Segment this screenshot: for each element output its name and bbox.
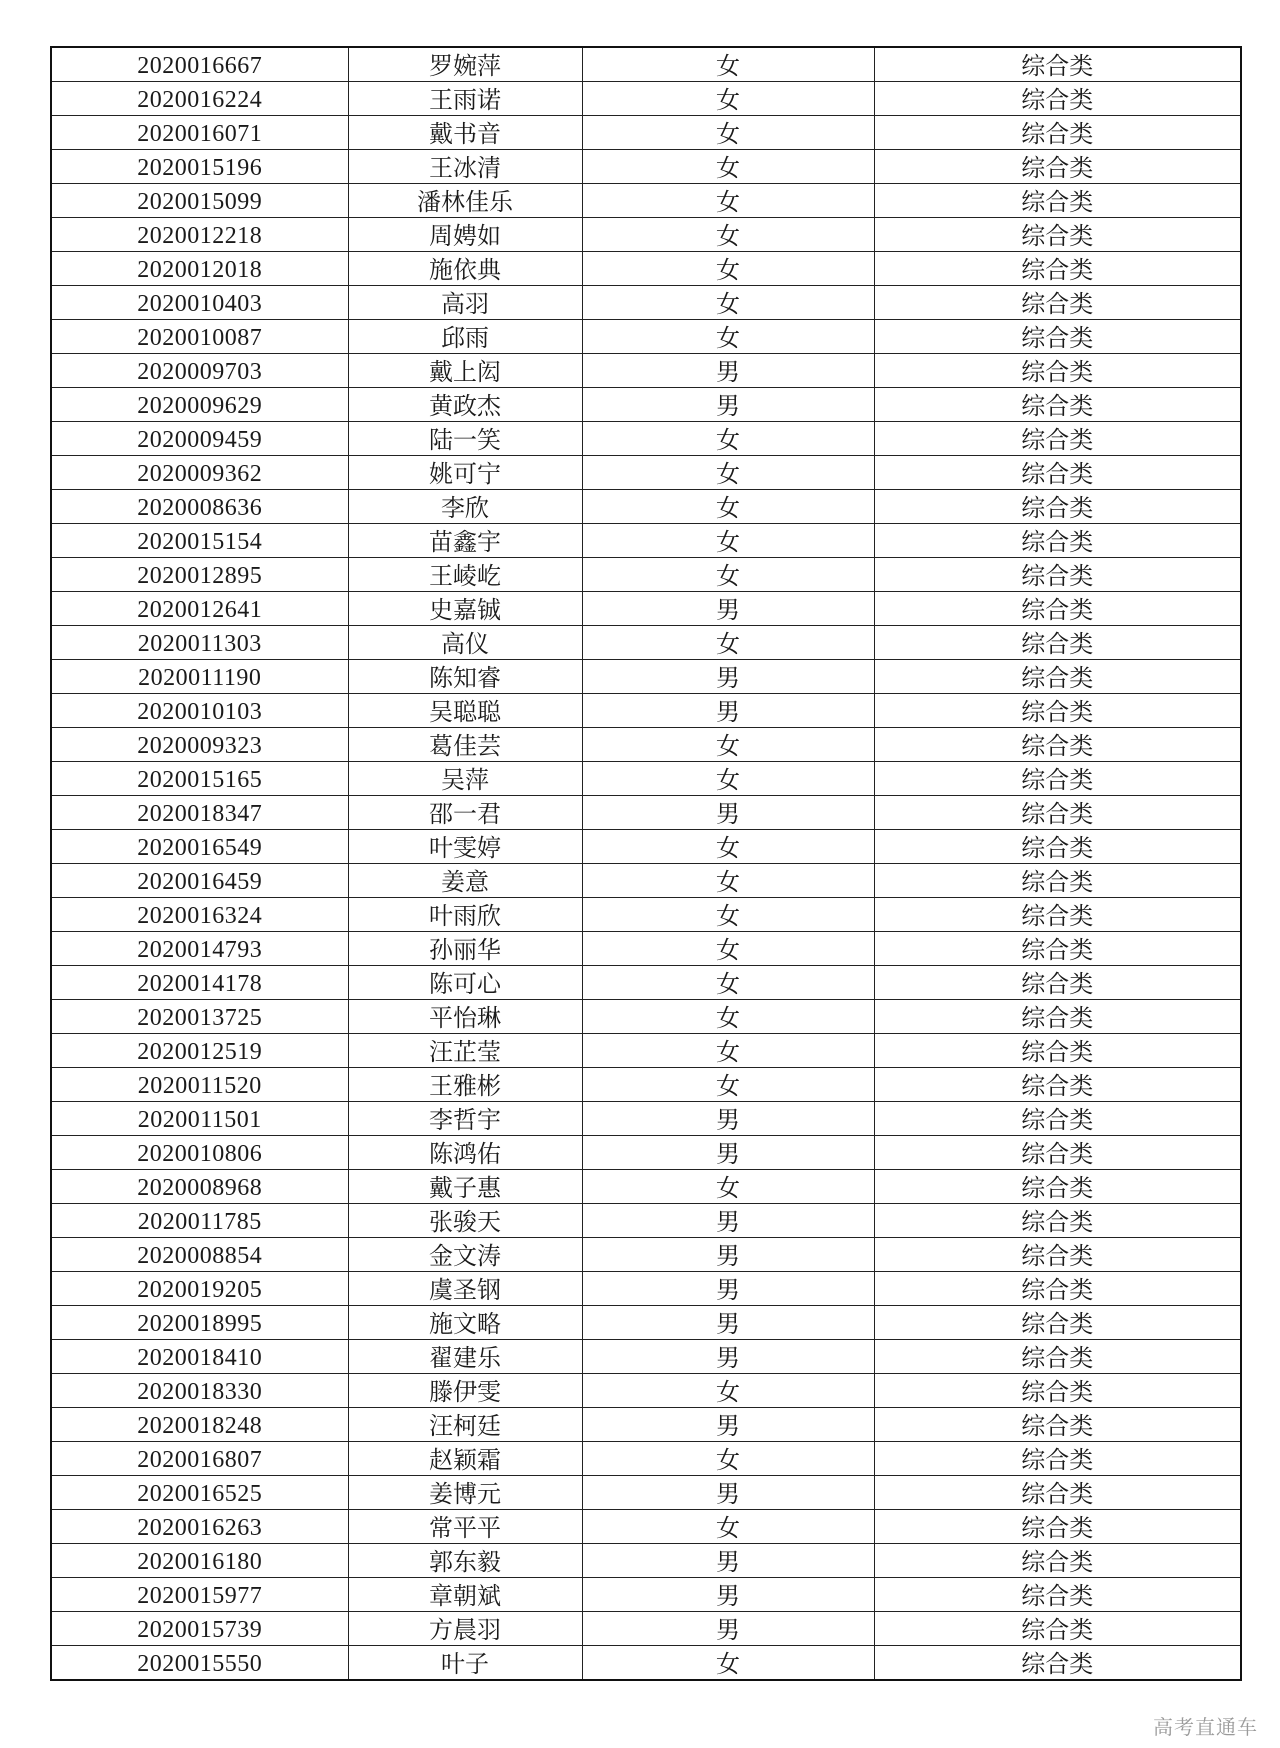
student-name-cell: 姜意	[348, 864, 582, 898]
student-id-cell: 2020015739	[51, 1612, 348, 1646]
gender-cell: 女	[582, 728, 874, 762]
student-name-cell: 李哲宇	[348, 1102, 582, 1136]
gender-cell: 男	[582, 1102, 874, 1136]
table-row	[51, 592, 1241, 626]
category-cell: 综合类	[874, 1442, 1241, 1476]
student-name-cell: 汪芷莹	[348, 1034, 582, 1068]
category-cell: 综合类	[874, 1578, 1241, 1612]
student-name-cell: 陈知睿	[348, 660, 582, 694]
student-name-cell: 姜博元	[348, 1476, 582, 1510]
student-id-cell: 2020012895	[51, 558, 348, 592]
table-row	[51, 388, 1241, 422]
gender-cell: 女	[582, 456, 874, 490]
category-cell: 综合类	[874, 1068, 1241, 1102]
category-cell: 综合类	[874, 728, 1241, 762]
table-row	[51, 1510, 1241, 1544]
table-row	[51, 1646, 1241, 1681]
student-name-cell: 史嘉铖	[348, 592, 582, 626]
category-cell: 综合类	[874, 796, 1241, 830]
gender-cell: 女	[582, 864, 874, 898]
gender-cell: 女	[582, 184, 874, 218]
category-cell: 综合类	[874, 47, 1241, 82]
student-name-cell: 王冰清	[348, 150, 582, 184]
category-cell: 综合类	[874, 830, 1241, 864]
student-name-cell: 郭东毅	[348, 1544, 582, 1578]
student-name-cell: 方晨羽	[348, 1612, 582, 1646]
category-cell: 综合类	[874, 592, 1241, 626]
category-cell: 综合类	[874, 524, 1241, 558]
category-cell: 综合类	[874, 320, 1241, 354]
gender-cell: 男	[582, 1204, 874, 1238]
gender-cell: 女	[582, 558, 874, 592]
category-cell: 综合类	[874, 286, 1241, 320]
table-row	[51, 932, 1241, 966]
table-row	[51, 1612, 1241, 1646]
gender-cell: 男	[582, 1612, 874, 1646]
gender-cell: 女	[582, 830, 874, 864]
student-id-cell: 2020009703	[51, 354, 348, 388]
category-cell: 综合类	[874, 864, 1241, 898]
student-name-cell: 李欣	[348, 490, 582, 524]
gender-cell: 男	[582, 592, 874, 626]
student-name-cell: 王崚屹	[348, 558, 582, 592]
student-name-cell: 姚可宁	[348, 456, 582, 490]
student-id-cell: 2020010403	[51, 286, 348, 320]
category-cell: 综合类	[874, 626, 1241, 660]
student-id-cell: 2020012519	[51, 1034, 348, 1068]
category-cell: 综合类	[874, 1646, 1241, 1681]
student-id-cell: 2020018248	[51, 1408, 348, 1442]
category-cell: 综合类	[874, 898, 1241, 932]
student-name-cell: 金文涛	[348, 1238, 582, 1272]
student-name-cell: 常平平	[348, 1510, 582, 1544]
gender-cell: 女	[582, 1510, 874, 1544]
category-cell: 综合类	[874, 252, 1241, 286]
table-row	[51, 320, 1241, 354]
category-cell: 综合类	[874, 388, 1241, 422]
student-id-cell: 2020019205	[51, 1272, 348, 1306]
gender-cell: 女	[582, 150, 874, 184]
student-id-cell: 2020009323	[51, 728, 348, 762]
student-name-cell: 戴上闳	[348, 354, 582, 388]
student-id-cell: 2020012018	[51, 252, 348, 286]
table-row	[51, 1272, 1241, 1306]
gender-cell: 男	[582, 1544, 874, 1578]
table-row	[51, 1408, 1241, 1442]
student-name-cell: 翟建乐	[348, 1340, 582, 1374]
table-row	[51, 558, 1241, 592]
table-row	[51, 966, 1241, 1000]
table-row	[51, 1578, 1241, 1612]
student-name-cell: 周娉如	[348, 218, 582, 252]
student-id-cell: 2020009459	[51, 422, 348, 456]
student-id-cell: 2020016549	[51, 830, 348, 864]
student-name-cell: 吴聪聪	[348, 694, 582, 728]
table-row	[51, 490, 1241, 524]
student-id-cell: 2020018410	[51, 1340, 348, 1374]
watermark: 高考直通车	[1153, 1715, 1258, 1739]
admission-list-table	[50, 46, 1242, 1681]
gender-cell: 女	[582, 1034, 874, 1068]
category-cell: 综合类	[874, 660, 1241, 694]
student-id-cell: 2020016180	[51, 1544, 348, 1578]
table-row	[51, 1442, 1241, 1476]
gender-cell: 女	[582, 252, 874, 286]
student-id-cell: 2020016525	[51, 1476, 348, 1510]
student-name-cell: 吴萍	[348, 762, 582, 796]
table-row	[51, 1340, 1241, 1374]
gender-cell: 女	[582, 422, 874, 456]
student-id-cell: 2020008854	[51, 1238, 348, 1272]
student-id-cell: 2020016224	[51, 82, 348, 116]
student-id-cell: 2020009629	[51, 388, 348, 422]
table-row	[51, 116, 1241, 150]
table-body	[51, 47, 1241, 1680]
gender-cell: 男	[582, 1578, 874, 1612]
gender-cell: 男	[582, 694, 874, 728]
category-cell: 综合类	[874, 966, 1241, 1000]
gender-cell: 女	[582, 966, 874, 1000]
category-cell: 综合类	[874, 116, 1241, 150]
student-name-cell: 邵一君	[348, 796, 582, 830]
table-row	[51, 1544, 1241, 1578]
category-cell: 综合类	[874, 694, 1241, 728]
student-name-cell: 陆一笑	[348, 422, 582, 456]
gender-cell: 男	[582, 1476, 874, 1510]
gender-cell: 男	[582, 796, 874, 830]
student-name-cell: 王雨诺	[348, 82, 582, 116]
student-name-cell: 叶子	[348, 1646, 582, 1681]
student-name-cell: 叶雨欣	[348, 898, 582, 932]
student-id-cell: 2020018330	[51, 1374, 348, 1408]
table-row	[51, 1476, 1241, 1510]
student-id-cell: 2020014793	[51, 932, 348, 966]
table-row	[51, 422, 1241, 456]
table-row	[51, 524, 1241, 558]
student-name-cell: 黄政杰	[348, 388, 582, 422]
gender-cell: 男	[582, 354, 874, 388]
category-cell: 综合类	[874, 1170, 1241, 1204]
table-row	[51, 184, 1241, 218]
gender-cell: 女	[582, 762, 874, 796]
table-row	[51, 830, 1241, 864]
student-name-cell: 赵颖霜	[348, 1442, 582, 1476]
student-id-cell: 2020016667	[51, 47, 348, 82]
student-name-cell: 陈鸿佑	[348, 1136, 582, 1170]
gender-cell: 女	[582, 490, 874, 524]
student-id-cell: 2020011190	[51, 660, 348, 694]
student-name-cell: 章朝斌	[348, 1578, 582, 1612]
table-row	[51, 1034, 1241, 1068]
table-row	[51, 456, 1241, 490]
category-cell: 综合类	[874, 762, 1241, 796]
gender-cell: 男	[582, 1306, 874, 1340]
table-row	[51, 354, 1241, 388]
student-name-cell: 潘林佳乐	[348, 184, 582, 218]
category-cell: 综合类	[874, 1102, 1241, 1136]
table-row	[51, 218, 1241, 252]
table-row	[51, 1374, 1241, 1408]
student-id-cell: 2020012641	[51, 592, 348, 626]
student-id-cell: 2020008636	[51, 490, 348, 524]
gender-cell: 女	[582, 286, 874, 320]
gender-cell: 男	[582, 1136, 874, 1170]
table-row	[51, 1136, 1241, 1170]
student-name-cell: 施依典	[348, 252, 582, 286]
gender-cell: 男	[582, 1408, 874, 1442]
gender-cell: 男	[582, 1340, 874, 1374]
student-id-cell: 2020016324	[51, 898, 348, 932]
student-name-cell: 苗鑫宇	[348, 524, 582, 558]
student-name-cell: 戴书音	[348, 116, 582, 150]
table-row	[51, 728, 1241, 762]
category-cell: 综合类	[874, 1612, 1241, 1646]
gender-cell: 男	[582, 1238, 874, 1272]
table-row	[51, 1238, 1241, 1272]
category-cell: 综合类	[874, 1374, 1241, 1408]
student-id-cell: 2020011501	[51, 1102, 348, 1136]
gender-cell: 女	[582, 1000, 874, 1034]
student-id-cell: 2020018347	[51, 796, 348, 830]
student-id-cell: 2020015550	[51, 1646, 348, 1681]
gender-cell: 女	[582, 898, 874, 932]
student-id-cell: 2020015165	[51, 762, 348, 796]
student-id-cell: 2020015099	[51, 184, 348, 218]
student-name-cell: 汪柯廷	[348, 1408, 582, 1442]
category-cell: 综合类	[874, 1136, 1241, 1170]
student-id-cell: 2020013725	[51, 1000, 348, 1034]
table-row	[51, 762, 1241, 796]
student-id-cell: 2020018995	[51, 1306, 348, 1340]
gender-cell: 女	[582, 1374, 874, 1408]
category-cell: 综合类	[874, 1544, 1241, 1578]
student-id-cell: 2020010103	[51, 694, 348, 728]
student-name-cell: 虞圣钢	[348, 1272, 582, 1306]
category-cell: 综合类	[874, 1204, 1241, 1238]
gender-cell: 女	[582, 1170, 874, 1204]
category-cell: 综合类	[874, 1034, 1241, 1068]
table-row	[51, 1170, 1241, 1204]
student-id-cell: 2020010087	[51, 320, 348, 354]
student-id-cell: 2020011303	[51, 626, 348, 660]
gender-cell: 男	[582, 388, 874, 422]
category-cell: 综合类	[874, 490, 1241, 524]
category-cell: 综合类	[874, 558, 1241, 592]
student-name-cell: 叶雯婷	[348, 830, 582, 864]
category-cell: 综合类	[874, 1476, 1241, 1510]
category-cell: 综合类	[874, 932, 1241, 966]
student-id-cell: 2020015196	[51, 150, 348, 184]
table-row	[51, 1068, 1241, 1102]
gender-cell: 女	[582, 1442, 874, 1476]
table-row	[51, 898, 1241, 932]
gender-cell: 男	[582, 1272, 874, 1306]
gender-cell: 女	[582, 82, 874, 116]
table-row	[51, 286, 1241, 320]
category-cell: 综合类	[874, 354, 1241, 388]
student-id-cell: 2020012218	[51, 218, 348, 252]
table-row	[51, 660, 1241, 694]
table-row	[51, 694, 1241, 728]
student-name-cell: 罗婉萍	[348, 47, 582, 82]
gender-cell: 女	[582, 932, 874, 966]
student-id-cell: 2020009362	[51, 456, 348, 490]
gender-cell: 女	[582, 218, 874, 252]
category-cell: 综合类	[874, 1238, 1241, 1272]
category-cell: 综合类	[874, 184, 1241, 218]
student-id-cell: 2020015977	[51, 1578, 348, 1612]
category-cell: 综合类	[874, 218, 1241, 252]
table-row	[51, 1000, 1241, 1034]
gender-cell: 女	[582, 47, 874, 82]
student-name-cell: 张骏天	[348, 1204, 582, 1238]
student-id-cell: 2020016071	[51, 116, 348, 150]
category-cell: 综合类	[874, 1306, 1241, 1340]
student-name-cell: 葛佳芸	[348, 728, 582, 762]
gender-cell: 女	[582, 626, 874, 660]
student-name-cell: 高羽	[348, 286, 582, 320]
table-row	[51, 150, 1241, 184]
student-name-cell: 滕伊雯	[348, 1374, 582, 1408]
category-cell: 综合类	[874, 456, 1241, 490]
category-cell: 综合类	[874, 1272, 1241, 1306]
student-name-cell: 邱雨	[348, 320, 582, 354]
gender-cell: 女	[582, 116, 874, 150]
student-id-cell: 2020015154	[51, 524, 348, 558]
student-id-cell: 2020016459	[51, 864, 348, 898]
category-cell: 综合类	[874, 422, 1241, 456]
student-id-cell: 2020011785	[51, 1204, 348, 1238]
category-cell: 综合类	[874, 1408, 1241, 1442]
category-cell: 综合类	[874, 82, 1241, 116]
student-name-cell: 戴子惠	[348, 1170, 582, 1204]
table-row	[51, 796, 1241, 830]
category-cell: 综合类	[874, 150, 1241, 184]
table-row	[51, 626, 1241, 660]
student-id-cell: 2020010806	[51, 1136, 348, 1170]
gender-cell: 女	[582, 524, 874, 558]
table-row	[51, 252, 1241, 286]
student-id-cell: 2020014178	[51, 966, 348, 1000]
student-id-cell: 2020016807	[51, 1442, 348, 1476]
gender-cell: 男	[582, 660, 874, 694]
student-name-cell: 王雅彬	[348, 1068, 582, 1102]
table-row	[51, 47, 1241, 82]
table-row	[51, 1306, 1241, 1340]
student-name-cell: 施文略	[348, 1306, 582, 1340]
table-row	[51, 1204, 1241, 1238]
category-cell: 综合类	[874, 1000, 1241, 1034]
student-name-cell: 高仪	[348, 626, 582, 660]
student-id-cell: 2020008968	[51, 1170, 348, 1204]
student-id-cell: 2020016263	[51, 1510, 348, 1544]
table-row	[51, 82, 1241, 116]
table-row	[51, 864, 1241, 898]
category-cell: 综合类	[874, 1510, 1241, 1544]
student-id-cell: 2020011520	[51, 1068, 348, 1102]
category-cell: 综合类	[874, 1340, 1241, 1374]
gender-cell: 女	[582, 1646, 874, 1681]
student-name-cell: 平怡琳	[348, 1000, 582, 1034]
table-row	[51, 1102, 1241, 1136]
gender-cell: 女	[582, 1068, 874, 1102]
student-name-cell: 陈可心	[348, 966, 582, 1000]
gender-cell: 女	[582, 320, 874, 354]
student-name-cell: 孙丽华	[348, 932, 582, 966]
